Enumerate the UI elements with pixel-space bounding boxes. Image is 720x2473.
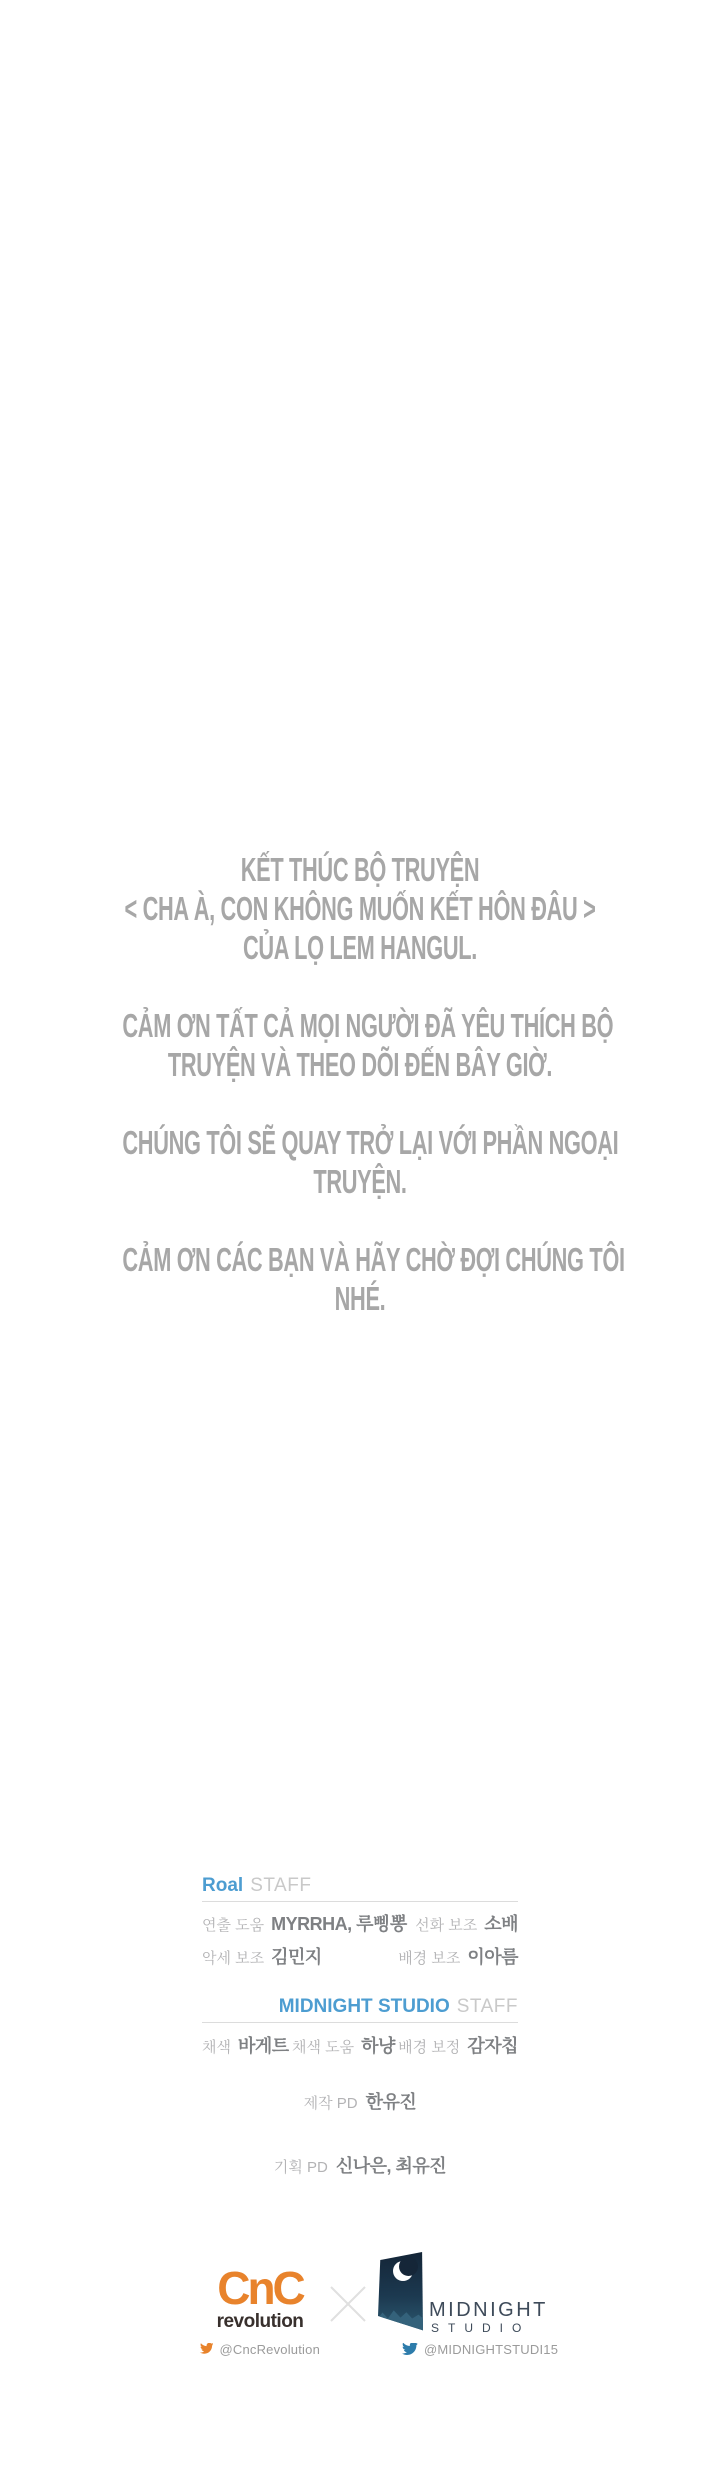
midnight-twitter-row bbox=[402, 2342, 558, 2357]
credit-role-label: 선화 보조 bbox=[415, 1917, 478, 1934]
credit-name: 소배 bbox=[484, 1914, 518, 1934]
mountain-silhouette bbox=[378, 2302, 423, 2332]
credit-name: 바게트 bbox=[237, 2036, 289, 2056]
credit-role-label: 배경 보조 bbox=[398, 1950, 461, 1967]
credit-role-label: 제작 PD bbox=[303, 2095, 358, 2112]
cnc-revolution-wordmark: revolution bbox=[216, 2311, 304, 2332]
midnight-wordmark: MIDNIGHT bbox=[429, 2299, 548, 2321]
credit-pair bbox=[398, 2032, 518, 2058]
staff-credits bbox=[202, 1876, 518, 2178]
planning-credit-row bbox=[202, 2152, 518, 2178]
credit-name: 한유진 bbox=[365, 2092, 417, 2112]
midnight-staff-header bbox=[202, 1997, 518, 2017]
credit-row bbox=[202, 1943, 518, 1969]
credit-name: 감자칩 bbox=[467, 2036, 518, 2056]
message-line: CẢM ƠN TẤT CẢ MỌI NGƯỜI ĐÃ YÊU THÍCH BỘ bbox=[122, 1007, 614, 1044]
credit-pair bbox=[398, 1943, 518, 1969]
cnc-twitter-row bbox=[200, 2342, 320, 2357]
credit-role-label: 연출 도움 bbox=[202, 1917, 265, 1934]
message-line: NHÉ. bbox=[334, 1280, 386, 1317]
staff-divider bbox=[202, 2022, 518, 2023]
message-line: < CHA À, CON KHÔNG MUỐN KẾT HÔN ĐÂU > bbox=[124, 890, 596, 927]
credit-pair bbox=[415, 1910, 518, 1936]
credit-pair bbox=[292, 2032, 395, 2058]
twitter-icon bbox=[200, 2343, 213, 2356]
credit-pair bbox=[202, 2032, 289, 2058]
message-line: CHÚNG TÔI SẼ QUAY TRỞ LẠI VỚI PHẦN NGOẠI bbox=[122, 1124, 619, 1161]
credit-role-label: 배경 보정 bbox=[398, 2039, 461, 2056]
message-paragraph bbox=[122, 850, 597, 967]
staff-label: STAFF bbox=[250, 1875, 312, 1896]
credit-role-label: 악세 보조 bbox=[202, 1950, 265, 1967]
credit-row bbox=[202, 2032, 518, 2058]
credit-row bbox=[202, 1910, 518, 1936]
midnight-twitter-handle: @MIDNIGHTSTUDI15 bbox=[424, 2342, 559, 2357]
credit-name: 이아름 bbox=[467, 1947, 518, 1967]
credit-name: MYRRHA, 루삥뽕 bbox=[271, 1914, 407, 1934]
credit-pair bbox=[202, 1943, 322, 1969]
credit-name: 김민지 bbox=[271, 1947, 322, 1967]
collab-x-icon bbox=[328, 2283, 368, 2325]
team-name-midnight-studio: MIDNIGHT STUDIO bbox=[278, 1996, 450, 2017]
message-line: TRUYỆN. bbox=[313, 1163, 407, 1200]
credit-name: 하냥 bbox=[361, 2036, 395, 2056]
cnc-revolution-logo bbox=[200, 2262, 320, 2357]
message-paragraph bbox=[122, 1123, 619, 1201]
credit-role-label: 채색 bbox=[202, 2039, 231, 2056]
producer-credit-row bbox=[202, 2088, 518, 2114]
midnight-studio-flag-logo bbox=[378, 2252, 423, 2332]
credit-role-label: 기획 PD bbox=[273, 2159, 328, 2176]
twitter-icon bbox=[402, 2343, 418, 2357]
staff-divider bbox=[202, 1901, 518, 1902]
message-line: CẢM ƠN CÁC BẠN VÀ HÃY CHỜ ĐỢI CHÚNG TÔI bbox=[122, 1241, 625, 1278]
credit-role-label: 채색 도움 bbox=[291, 2039, 355, 2056]
closing-message bbox=[122, 850, 625, 1357]
message-line: TRUYỆN VÀ THEO DÕI ĐẾN BÂY GIỜ. bbox=[167, 1046, 553, 1083]
team-name-roal: Roal bbox=[202, 1875, 244, 1896]
cnc-twitter-handle: @CncRevolution bbox=[219, 2342, 320, 2357]
studio-wordmark: STUDIO bbox=[431, 2321, 531, 2335]
credit-pair bbox=[202, 1910, 407, 1936]
crescent-moon-mask bbox=[399, 2257, 418, 2276]
cnc-logo-text: CnC bbox=[217, 2262, 303, 2314]
message-paragraph bbox=[122, 1006, 614, 1084]
roal-staff-header bbox=[202, 1876, 518, 1896]
credit-name: 신나은, 최유진 bbox=[335, 2156, 447, 2176]
staff-label: STAFF bbox=[456, 1996, 518, 2017]
message-line: CỦA LỌ LEM HANGUL. bbox=[242, 929, 478, 966]
message-paragraph bbox=[122, 1240, 625, 1318]
message-line: KẾT THÚC BỘ TRUYỆN bbox=[240, 851, 480, 888]
